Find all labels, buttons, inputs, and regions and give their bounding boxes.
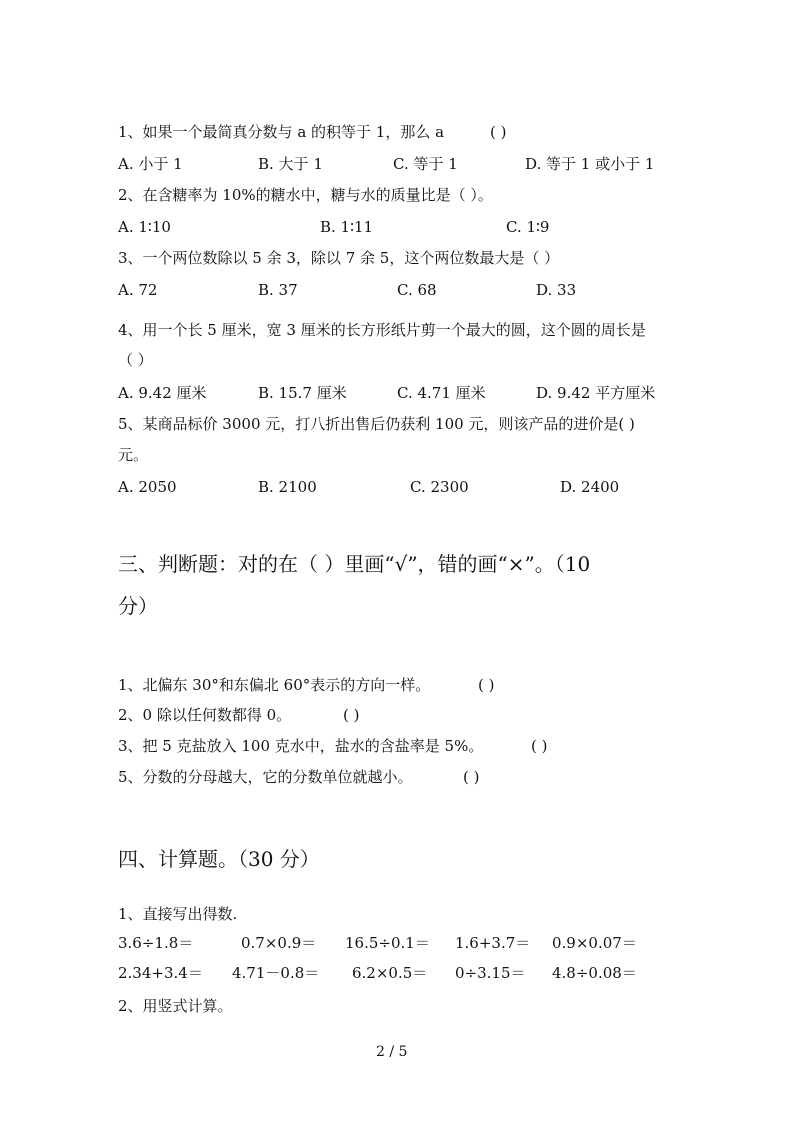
option-d: D. 9.42 平方厘米	[536, 384, 656, 402]
option-b: B. 大于 1	[258, 155, 323, 173]
calc-subheading: 2、用竖式计算。	[118, 997, 233, 1015]
option-b: B. 37	[258, 281, 298, 299]
option-d: D. 33	[536, 281, 577, 299]
calc-problem: 0÷3.15＝	[455, 964, 526, 982]
option-b: B. 1∶11	[320, 218, 374, 236]
calc-problem: 1.6+3.7＝	[455, 934, 531, 952]
calc-problem: 0.9×0.07＝	[552, 934, 637, 952]
calc-problem: 2.34+3.4＝	[118, 964, 203, 982]
option-b: B. 15.7 厘米	[258, 384, 347, 402]
answer-paren: ( )	[463, 768, 480, 786]
question-2-stem: 2、在含糖率为 10%的糖水中，糖与水的质量比是（ ）。	[118, 186, 493, 204]
option-c: C. 68	[397, 281, 437, 299]
calc-problem: 16.5÷0.1＝	[345, 934, 430, 952]
section-heading-judge: 三、判断题：对的在（ ）里画“√”，错的画“×”。（10	[118, 552, 591, 576]
option-a: A. 72	[118, 281, 158, 299]
calc-problem: 0.7×0.9＝	[241, 934, 317, 952]
calc-subheading: 1、直接写出得数.	[118, 905, 238, 923]
option-a: A. 小于 1	[118, 155, 183, 173]
question-4-stem: 4、用一个长 5 厘米，宽 3 厘米的长方形纸片剪一个最大的圆，这个圆的周长是	[118, 321, 646, 339]
section-heading-judge-cont: 分）	[118, 594, 158, 618]
question-5-continuation: 元。	[118, 446, 149, 464]
option-b: B. 2100	[258, 478, 317, 496]
option-c: C. 4.71 厘米	[397, 384, 486, 402]
option-a: A. 1∶10	[118, 218, 171, 236]
option-c: C. 2300	[410, 478, 469, 496]
calc-problem: 6.2×0.5＝	[352, 964, 428, 982]
judge-item: 5、分数的分母越大，它的分数单位就越小。	[118, 768, 413, 786]
judge-item: 1、北偏东 30°和东偏北 60°表示的方向一样。	[118, 676, 431, 694]
option-d: D. 2400	[560, 478, 620, 496]
question-3-stem: 3、一个两位数除以 5 余 3，除以 7 余 5，这个两位数最大是（ ）	[118, 249, 560, 267]
answer-paren: ( )	[343, 706, 360, 724]
question-5-stem: 5、某商品标价 3000 元，打八折出售后仍获利 100 元，则该产品的进价是( )	[118, 415, 635, 433]
answer-paren: （ ）	[118, 351, 153, 369]
option-a: A. 2050	[118, 478, 177, 496]
answer-paren: ( )	[490, 123, 507, 141]
answer-paren: ( )	[478, 676, 495, 694]
section-heading-calc: 四、计算题。（30 分）	[118, 847, 320, 871]
calc-problem: 4.8÷0.08＝	[552, 964, 637, 982]
page-number: 2 / 5	[376, 1044, 408, 1060]
answer-paren: ( )	[531, 737, 548, 755]
judge-item: 3、把 5 克盐放入 100 克水中，盐水的含盐率是 5%。	[118, 737, 484, 755]
option-d: D. 等于 1 或小于 1	[525, 155, 655, 173]
option-c: C. 1∶9	[506, 218, 550, 236]
question-1-stem: 1、如果一个最简真分数与 a 的积等于 1，那么 a	[118, 123, 445, 141]
option-c: C. 等于 1	[393, 155, 458, 173]
option-a: A. 9.42 厘米	[118, 384, 207, 402]
calc-problem: 4.71－0.8＝	[232, 964, 320, 982]
judge-item: 2、0 除以任何数都得 0。	[118, 706, 292, 724]
calc-problem: 3.6÷1.8＝	[118, 934, 194, 952]
